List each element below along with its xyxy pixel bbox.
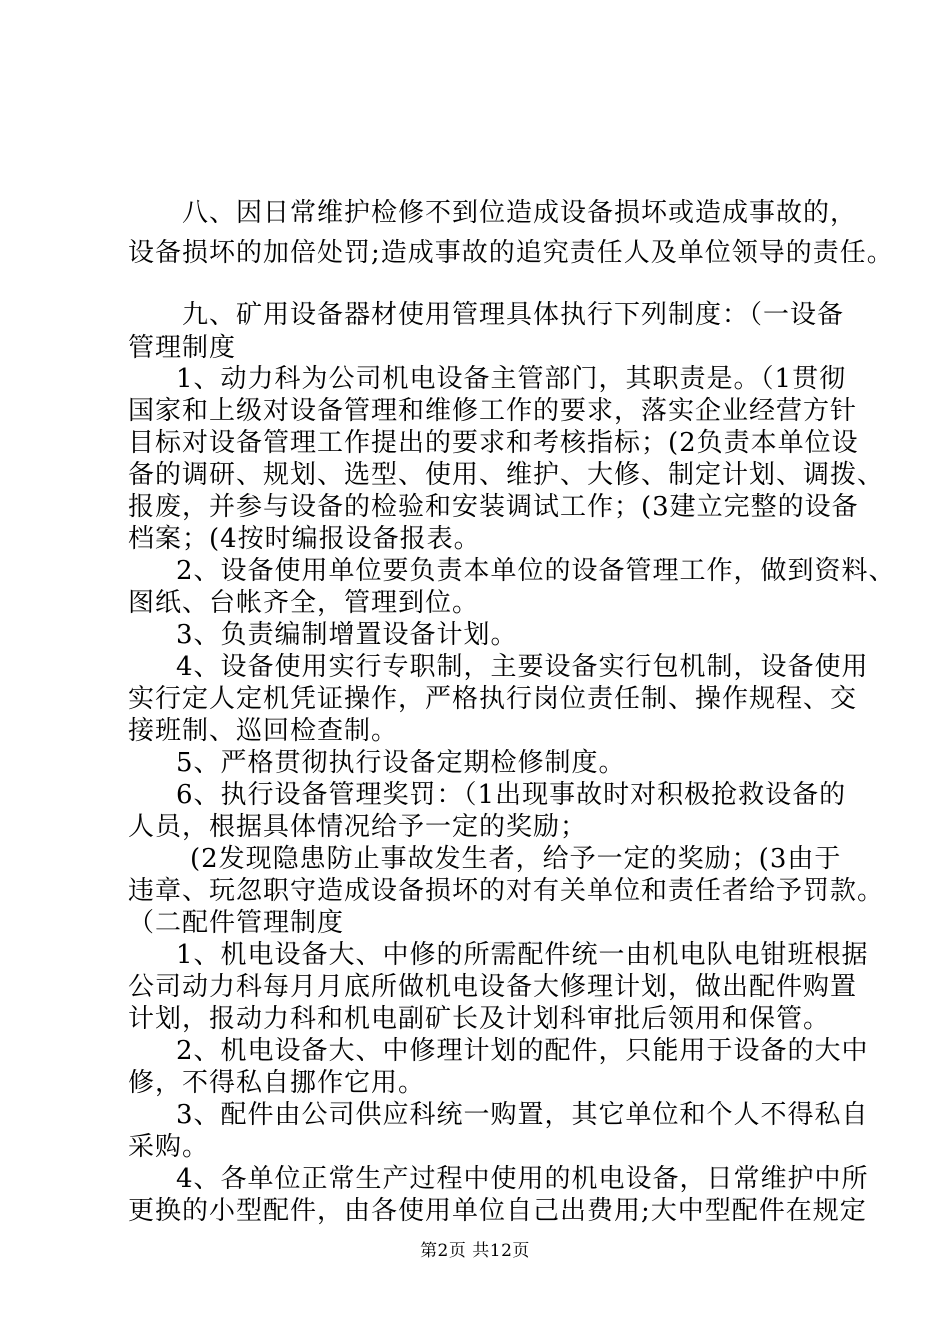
text-line: 接班制、巡回检查制。 bbox=[128, 716, 399, 746]
text-line: 目标对设备管理工作提出的要求和考核指标；(2负责本单位设 bbox=[128, 428, 859, 458]
text-line: 6、执行设备管理奖罚：（1出现事故时对积极抢救设备的 bbox=[176, 780, 847, 810]
text-line: 4、设备使用实行专职制，主要设备实行包机制，设备使用 bbox=[176, 652, 869, 682]
text-line: (2发现隐患防止事故发生者，给予一定的奖励；(3由于 bbox=[190, 844, 842, 874]
text-line: 2、设备使用单位要负责本单位的设备管理工作，做到资料、 bbox=[176, 556, 896, 586]
text-line: 4、各单位正常生产过程中使用的机电设备，日常维护中所 bbox=[176, 1164, 869, 1194]
text-line: 5、严格贯彻执行设备定期检修制度。 bbox=[176, 748, 626, 778]
text-line: 1、机电设备大、中修的所需配件统一由机电队电钳班根据 bbox=[176, 940, 869, 970]
text-line: 修，不得私自挪作它用。 bbox=[128, 1068, 426, 1098]
text-line: 报废，并参与设备的检验和安装调试工作；(3建立完整的设备 bbox=[128, 492, 859, 522]
text-line: 图纸、台帐齐全，管理到位。 bbox=[128, 588, 480, 618]
text-line: 1、动力科为公司机电设备主管部门，其职责是。（1贯彻 bbox=[176, 364, 847, 394]
text-line: 管理制度 bbox=[128, 333, 237, 363]
text-line: 2、机电设备大、中修理计划的配件，只能用于设备的大中 bbox=[176, 1036, 869, 1066]
text-line: 公司动力科每月月底所做机电设备大修理计划，做出配件购置 bbox=[128, 972, 858, 1002]
text-line: 人员，根据具体情况给予一定的奖励； bbox=[128, 812, 588, 842]
text-line: 计划，报动力科和机电副矿长及计划科审批后领用和保管。 bbox=[128, 1004, 831, 1034]
text-line: 八、因日常维护检修不到位造成设备损坏或造成事故的， bbox=[182, 198, 858, 228]
text-line: 采购。 bbox=[128, 1132, 210, 1162]
text-line: 违章、玩忽职守造成设备损坏的对有关单位和责任者给予罚款。 bbox=[128, 876, 885, 906]
text-line: 国家和上级对设备管理和维修工作的要求，落实企业经营方针 bbox=[128, 396, 858, 426]
text-line: 档案；(4按时编报设备报表。 bbox=[128, 524, 481, 554]
page-number-footer: 第2页 共12页 bbox=[420, 1241, 530, 1261]
text-line: 更换的小型配件，由各使用单位自己出费用;大中型配件在规定 bbox=[128, 1196, 867, 1226]
text-line: 3、配件由公司供应科统一购置，其它单位和个人不得私自 bbox=[176, 1100, 869, 1130]
text-line: （二配件管理制度 bbox=[128, 908, 345, 938]
text-line: 3、负责编制增置设备计划。 bbox=[176, 620, 518, 650]
text-line: 设备损坏的加倍处罚;造成事故的追究责任人及单位领导的责任。 bbox=[128, 238, 894, 268]
text-line: 九、矿用设备器材使用管理具体执行下列制度：（一设备 bbox=[182, 300, 845, 330]
text-line: 实行定人定机凭证操作，严格执行岗位责任制、操作规程、交 bbox=[128, 684, 858, 714]
text-line: 备的调研、规划、选型、使用、维护、大修、制定计划、调拨、 bbox=[128, 460, 885, 490]
